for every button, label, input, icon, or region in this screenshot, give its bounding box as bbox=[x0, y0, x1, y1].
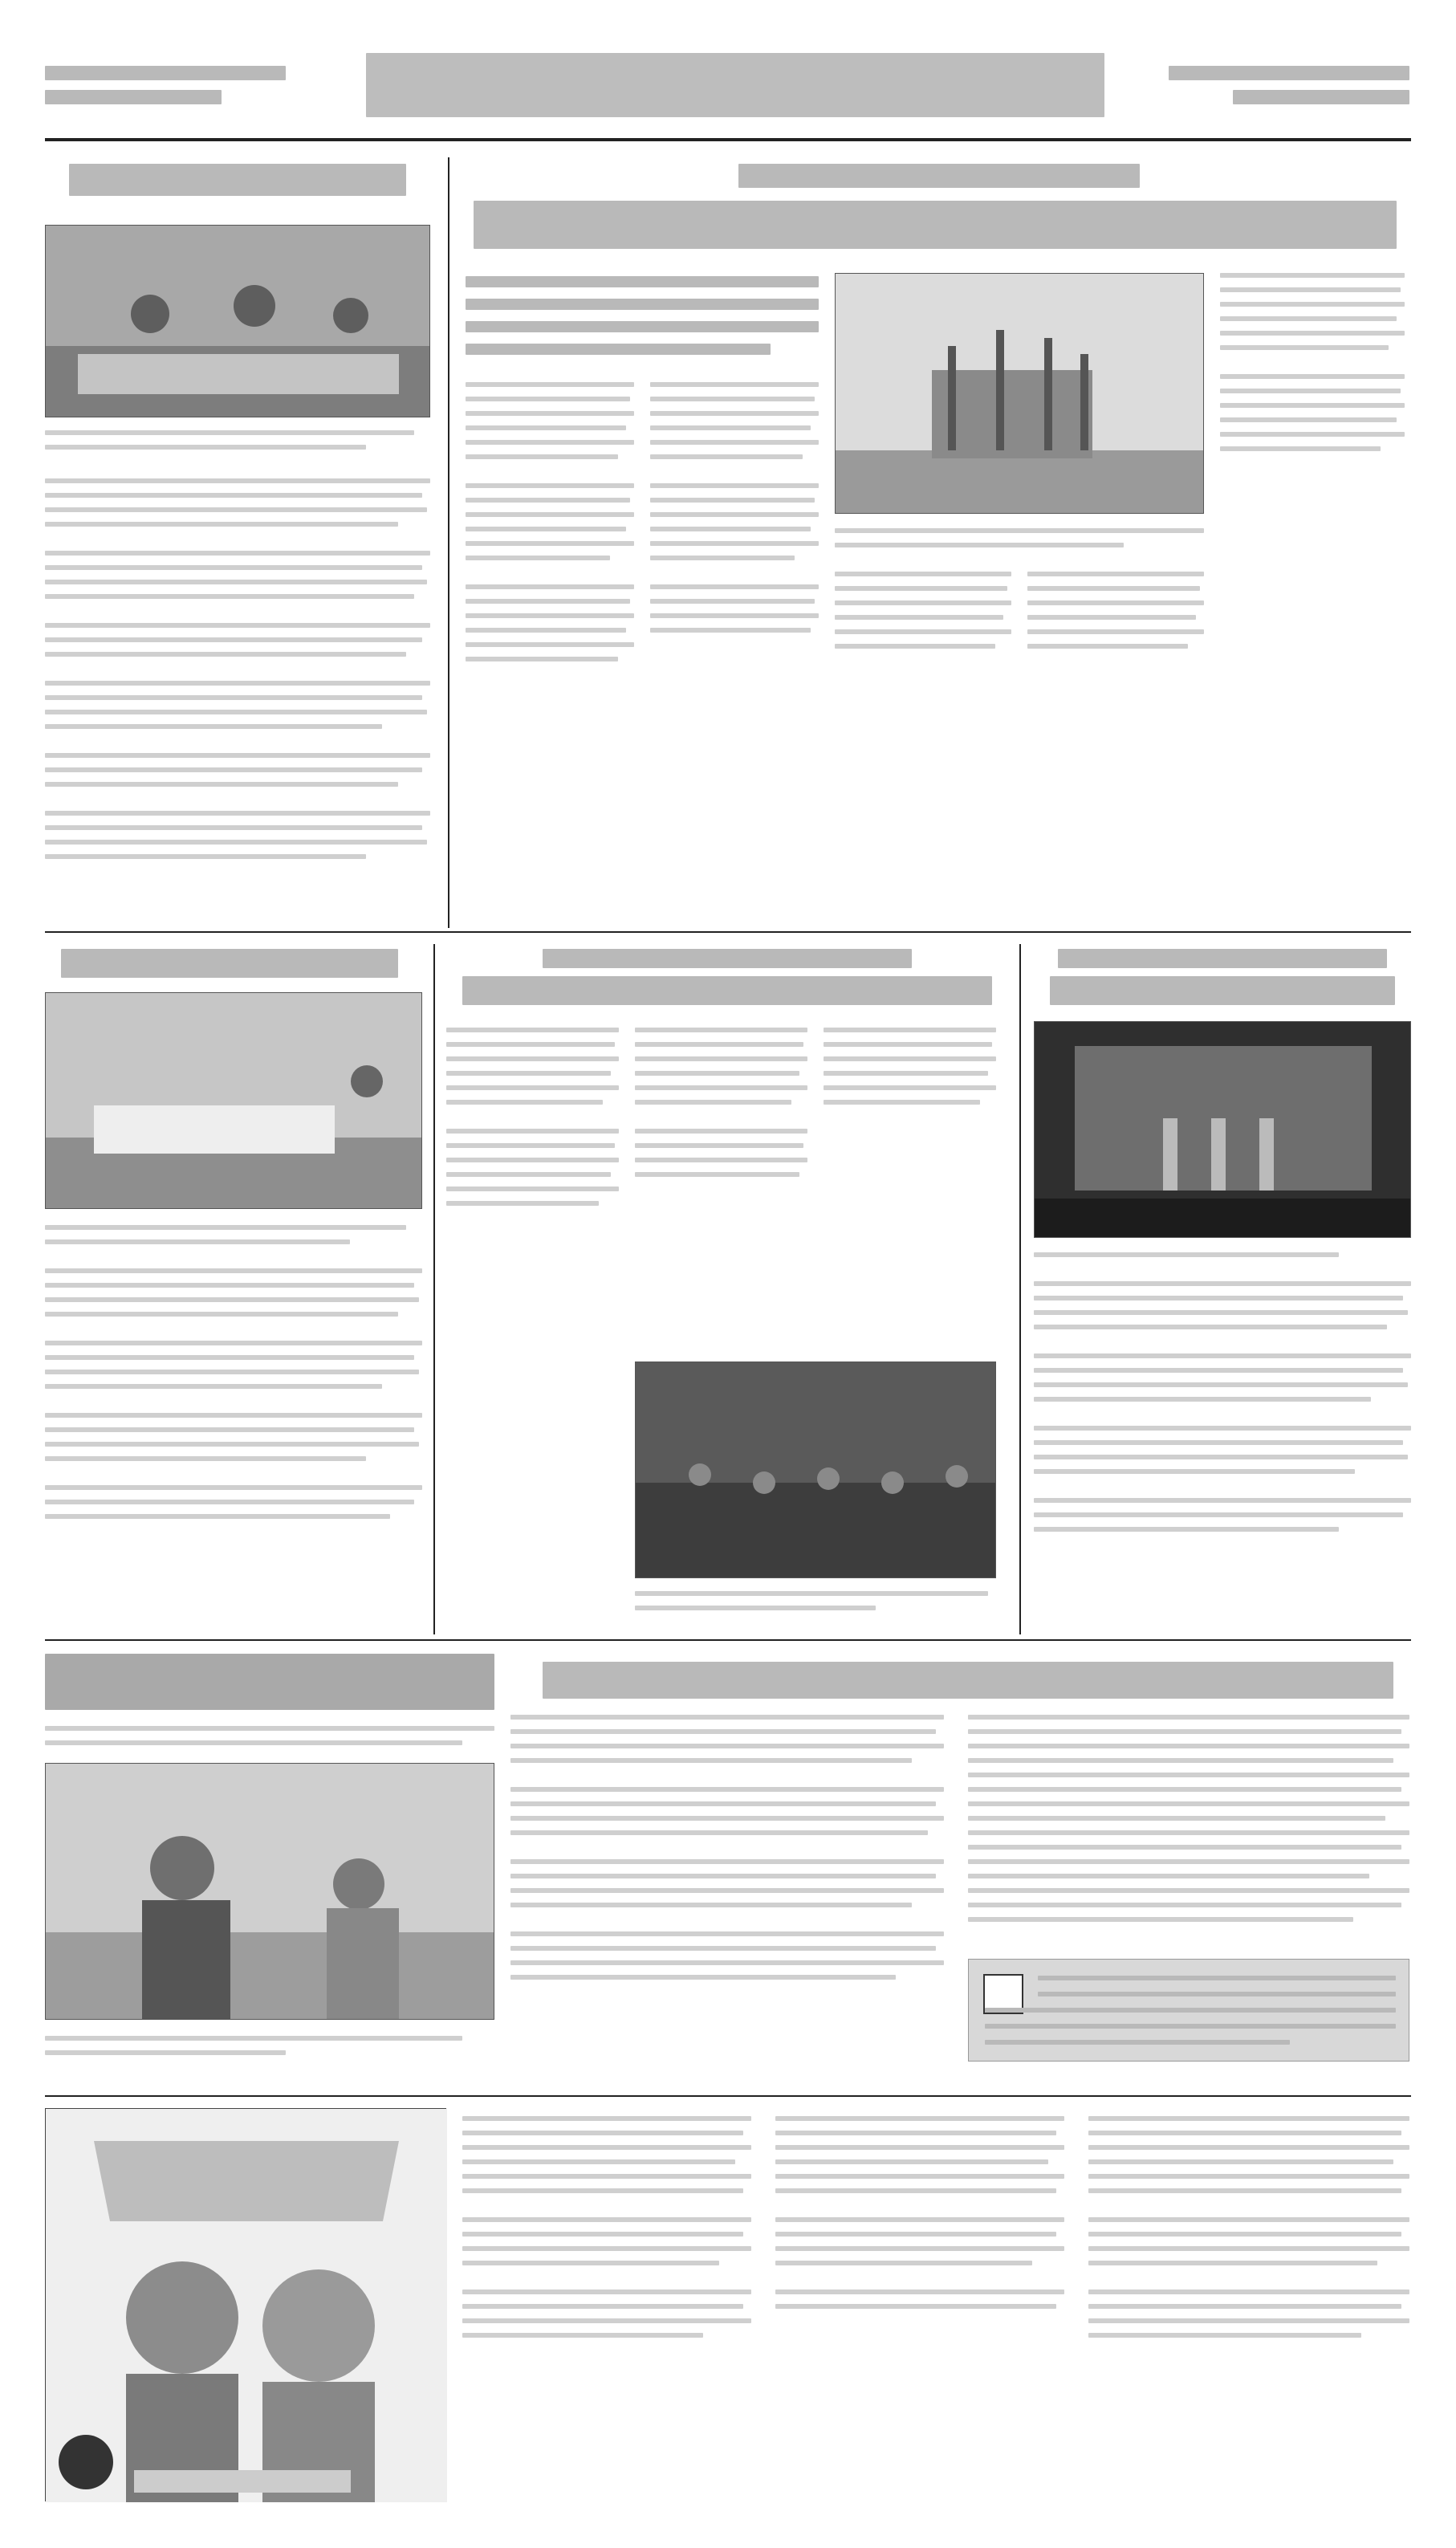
story-bottom-donation-box-text-4 bbox=[985, 2024, 1396, 2029]
serial-col2-body-8 bbox=[775, 2232, 1056, 2237]
story-mid-center-col2-body-7 bbox=[635, 1129, 807, 1134]
story-bottom-col1-body bbox=[510, 1715, 944, 1720]
serial-col2-body-11 bbox=[775, 2290, 1064, 2294]
story-top-main-kicker bbox=[738, 164, 1140, 188]
story-top-main-col2-body-2 bbox=[650, 397, 815, 401]
story-mid-right-body-3 bbox=[1034, 1310, 1408, 1315]
story-mid-right-body-14 bbox=[1034, 1512, 1403, 1517]
story-top-left-body-17 bbox=[45, 767, 422, 772]
story-top-main-col2-body bbox=[650, 382, 819, 387]
story-mid-center-col3-body bbox=[824, 1028, 996, 1032]
story-top-left-caption-2 bbox=[45, 445, 366, 450]
story-bottom-headline bbox=[543, 1662, 1393, 1699]
serial-col1-body-13 bbox=[462, 2318, 751, 2323]
story-mid-left-body-15 bbox=[45, 1514, 390, 1519]
serial-col3-body bbox=[1088, 2116, 1409, 2121]
story-top-main-col2-body-9 bbox=[650, 512, 819, 517]
masthead-left-text-2 bbox=[45, 90, 222, 104]
story-top-left-body-16 bbox=[45, 753, 430, 758]
story-mid-right-body-7 bbox=[1034, 1382, 1408, 1387]
serial-col2-body-2 bbox=[775, 2131, 1056, 2135]
mid-section-rule bbox=[45, 931, 1411, 933]
story-top-main-col1-body-12 bbox=[466, 556, 610, 560]
masthead-right-text bbox=[1169, 66, 1409, 80]
story-bottom-col2-body-4 bbox=[968, 1758, 1393, 1763]
story-bottom-col1-body-8 bbox=[510, 1830, 928, 1835]
story-top-main-lead-3 bbox=[466, 321, 819, 332]
story-mid-right-body bbox=[1034, 1281, 1411, 1286]
story-top-main-col2-body-10 bbox=[650, 527, 811, 531]
story-top-left-body-3 bbox=[45, 507, 427, 512]
story-mid-left-photo bbox=[45, 992, 422, 1209]
story-bottom-col2-body-7 bbox=[968, 1801, 1409, 1806]
story-top-main-col5-body-11 bbox=[1220, 432, 1405, 437]
story-mid-right bbox=[1034, 944, 1411, 1634]
story-top-left-body-2 bbox=[45, 493, 422, 498]
story-top-main-col3-body bbox=[835, 572, 1011, 576]
story-top-left-photo bbox=[45, 225, 430, 417]
story-top-main-col3-body-5 bbox=[835, 629, 1011, 634]
story-top-main-col5-body-4 bbox=[1220, 316, 1397, 321]
story-mid-right-body-9 bbox=[1034, 1426, 1411, 1431]
story-mid-right-kicker bbox=[1058, 949, 1387, 968]
serial-col1-body-14 bbox=[462, 2333, 703, 2338]
masthead-title bbox=[366, 53, 1104, 117]
story-mid-left-body-3 bbox=[45, 1297, 419, 1302]
story-bottom-donation-box-text bbox=[1038, 1976, 1396, 1980]
serial-col2-body-4 bbox=[775, 2159, 1048, 2164]
story-top-main-col5-body-10 bbox=[1220, 417, 1397, 422]
story-top-main-col2-body-13 bbox=[650, 584, 819, 589]
story-top-main-col1-body-11 bbox=[466, 541, 634, 546]
story-mid-center bbox=[446, 944, 1008, 1634]
story-mid-left-body-7 bbox=[45, 1370, 419, 1374]
story-top-main-col2-body-5 bbox=[650, 440, 819, 445]
story-mid-right-body-6 bbox=[1034, 1368, 1403, 1373]
story-bottom-donation-box-text-5 bbox=[985, 2040, 1290, 2045]
story-mid-center-col3-body-6 bbox=[824, 1100, 980, 1105]
story-bottom-photo bbox=[45, 1763, 494, 2020]
story-bottom-col1-body-3 bbox=[510, 1744, 944, 1748]
masthead-right-text-2 bbox=[1233, 90, 1409, 104]
story-mid-right-caption bbox=[1034, 1252, 1339, 1257]
story-mid-left-photo-art bbox=[46, 993, 422, 1209]
story-mid-left-body-14 bbox=[45, 1500, 414, 1504]
story-top-main-col5-body-3 bbox=[1220, 302, 1405, 307]
story-top-left-body-6 bbox=[45, 565, 422, 570]
story-top-main-col2-body-7 bbox=[650, 483, 819, 488]
serial-col3-body-8 bbox=[1088, 2232, 1401, 2237]
story-top-left-body-19 bbox=[45, 811, 430, 816]
serial-col3-body-3 bbox=[1088, 2145, 1409, 2150]
story-top-main-col1-body-16 bbox=[466, 628, 626, 633]
serial-col3-body-14 bbox=[1088, 2333, 1361, 2338]
story-top-main-col2-body-14 bbox=[650, 599, 815, 604]
story-mid-center-col1-body-9 bbox=[446, 1158, 619, 1162]
story-mid-left-body-5 bbox=[45, 1341, 422, 1345]
serial-illustration bbox=[45, 2108, 446, 2501]
story-mid-center-col2-body-6 bbox=[635, 1100, 791, 1105]
story-mid-center-col1-body-4 bbox=[446, 1071, 611, 1076]
story-mid-center-col3-body-2 bbox=[824, 1042, 992, 1047]
story-mid-center-headline bbox=[462, 976, 992, 1005]
story-mid-center-photo-art bbox=[636, 1362, 996, 1578]
story-top-left-headline bbox=[69, 164, 406, 196]
story-mid-left-body bbox=[45, 1268, 422, 1273]
story-bottom-photo-art bbox=[46, 1764, 494, 2020]
serial-section-rule bbox=[45, 2095, 1411, 2097]
story-top-main-col5-body-9 bbox=[1220, 403, 1405, 408]
story-mid-center-col2-body-2 bbox=[635, 1042, 803, 1047]
masthead bbox=[45, 39, 1411, 135]
story-bottom bbox=[45, 1654, 1411, 2087]
story-top-left-body-9 bbox=[45, 623, 430, 628]
story-mid-right-body-11 bbox=[1034, 1455, 1408, 1459]
story-top-left-body-22 bbox=[45, 854, 366, 859]
serial-col2-body-12 bbox=[775, 2304, 1056, 2309]
story-top-main-col1-body-10 bbox=[466, 527, 626, 531]
story-mid-right-headline bbox=[1050, 976, 1395, 1005]
story-mid-center-col1-body-3 bbox=[446, 1056, 619, 1061]
masthead-rule bbox=[45, 138, 1411, 141]
story-mid-right-body-15 bbox=[1034, 1527, 1339, 1532]
story-top-main-col4-body-3 bbox=[1027, 600, 1204, 605]
story-bottom-donation-box-text-2 bbox=[1038, 1992, 1396, 1996]
story-top-main-headline bbox=[474, 201, 1397, 249]
serial-col3-body-11 bbox=[1088, 2290, 1409, 2294]
story-bottom-col2-body bbox=[968, 1715, 1409, 1720]
story-top-main-col1-body-3 bbox=[466, 411, 634, 416]
serial-col1-body-7 bbox=[462, 2217, 751, 2222]
story-bottom-col2-body-9 bbox=[968, 1830, 1409, 1835]
story-top-main-col4-body bbox=[1027, 572, 1204, 576]
story-top-main-col2-body-16 bbox=[650, 628, 811, 633]
story-mid-left-body-6 bbox=[45, 1355, 414, 1360]
story-top-left-body-11 bbox=[45, 652, 406, 657]
story-mid-center-col1-body-12 bbox=[446, 1201, 599, 1206]
serial-col3-body-9 bbox=[1088, 2246, 1409, 2251]
story-bottom-donation-box bbox=[968, 1959, 1409, 2062]
story-bottom-col1-body-11 bbox=[510, 1888, 944, 1893]
story-bottom-col1-body-16 bbox=[510, 1975, 896, 1980]
story-bottom-col2-body-10 bbox=[968, 1845, 1401, 1850]
story-top-left-body-14 bbox=[45, 710, 427, 714]
serial-col2-body-7 bbox=[775, 2217, 1064, 2222]
story-top-main-col2-body-8 bbox=[650, 498, 815, 503]
story-top-main-col1-body-9 bbox=[466, 512, 634, 517]
story-bottom-col1-body-6 bbox=[510, 1801, 936, 1806]
story-top-left-caption bbox=[45, 430, 414, 435]
serial-col3-body-10 bbox=[1088, 2261, 1377, 2265]
story-top-main-col1-body-2 bbox=[466, 397, 630, 401]
story-top-main-col1-body-6 bbox=[466, 454, 618, 459]
story-bottom-col1-body-5 bbox=[510, 1787, 944, 1792]
masthead-left-text bbox=[45, 66, 286, 80]
serial-col2-body-3 bbox=[775, 2145, 1064, 2150]
story-bottom-col1-body-7 bbox=[510, 1816, 944, 1821]
story-top-left-body-10 bbox=[45, 637, 422, 642]
story-top-main-col4-body-6 bbox=[1027, 644, 1188, 649]
serial-col3-body-13 bbox=[1088, 2318, 1409, 2323]
serial-col1-body-3 bbox=[462, 2145, 751, 2150]
serial-col1-body-12 bbox=[462, 2304, 743, 2309]
story-top-main-caption-2 bbox=[835, 543, 1124, 547]
story-bottom-col2-body-8 bbox=[968, 1816, 1385, 1821]
story-mid-center-col3-body-5 bbox=[824, 1085, 996, 1090]
story-top-left-body-15 bbox=[45, 724, 382, 729]
story-mid-center-kicker bbox=[543, 949, 912, 968]
story-top-left-body-4 bbox=[45, 522, 398, 527]
story-mid-right-body-5 bbox=[1034, 1353, 1411, 1358]
serial-col3-body-7 bbox=[1088, 2217, 1409, 2222]
story-bottom-col1-body-9 bbox=[510, 1859, 944, 1864]
story-mid-left-body-13 bbox=[45, 1485, 422, 1490]
story-bottom-donation-box-text-3 bbox=[985, 2008, 1396, 2013]
story-top-left-photo-art bbox=[46, 226, 430, 417]
story-bottom-col1-body-12 bbox=[510, 1903, 912, 1907]
serial-col3-body-2 bbox=[1088, 2131, 1401, 2135]
story-top-main-photo bbox=[835, 273, 1204, 514]
story-mid-center-col2-body bbox=[635, 1028, 807, 1032]
story-top-main-lead bbox=[466, 276, 819, 287]
serial-col1-body-10 bbox=[462, 2261, 719, 2265]
story-top-left bbox=[45, 157, 430, 928]
story-bottom-col2-body-5 bbox=[968, 1773, 1409, 1777]
story-bottom-caption-2 bbox=[45, 2050, 286, 2055]
story-top-main-col4-body-5 bbox=[1027, 629, 1204, 634]
story-mid-right-body-4 bbox=[1034, 1325, 1387, 1329]
story-top-main-col5-body-7 bbox=[1220, 374, 1405, 379]
story-mid-center-col2-body-10 bbox=[635, 1172, 799, 1177]
serial-col1-body-5 bbox=[462, 2174, 751, 2179]
story-top-main-lead-2 bbox=[466, 299, 819, 310]
story-top-main-col5-body-5 bbox=[1220, 331, 1405, 336]
mid-column-rule-left bbox=[433, 944, 435, 1634]
story-bottom-section-title bbox=[45, 1654, 494, 1710]
story-top-main-col1-body-17 bbox=[466, 642, 634, 647]
story-mid-right-body-8 bbox=[1034, 1397, 1371, 1402]
story-mid-left-body-11 bbox=[45, 1442, 419, 1447]
story-mid-left-body-9 bbox=[45, 1413, 422, 1418]
serial-col1-body-11 bbox=[462, 2290, 751, 2294]
story-top-main-col2-body-4 bbox=[650, 425, 811, 430]
story-mid-left bbox=[45, 944, 422, 1634]
story-bottom-col1-body-13 bbox=[510, 1931, 944, 1936]
serial-illustration-art bbox=[46, 2109, 447, 2502]
serial-col3-body-6 bbox=[1088, 2188, 1401, 2193]
story-top-main-col1-body-4 bbox=[466, 425, 626, 430]
story-top-main-col5-body-2 bbox=[1220, 287, 1401, 292]
serial-col2-body-9 bbox=[775, 2246, 1064, 2251]
story-mid-right-photo bbox=[1034, 1021, 1411, 1238]
story-top-main-col5-body-12 bbox=[1220, 446, 1381, 451]
story-bottom-col2-body-13 bbox=[968, 1888, 1409, 1893]
story-bottom-col1-body-15 bbox=[510, 1960, 944, 1965]
story-top-main-col1-body-8 bbox=[466, 498, 630, 503]
story-mid-center-col1-body-6 bbox=[446, 1100, 603, 1105]
story-mid-center-photo bbox=[635, 1362, 996, 1578]
story-top-left-body-20 bbox=[45, 825, 422, 830]
story-mid-center-col1-body-5 bbox=[446, 1085, 619, 1090]
story-top-main-col5-body-8 bbox=[1220, 389, 1401, 393]
serial-col1-body-8 bbox=[462, 2232, 743, 2237]
story-mid-center-col1-body-2 bbox=[446, 1042, 615, 1047]
story-top-left-body-21 bbox=[45, 840, 427, 845]
story-top-main-col2-body-3 bbox=[650, 411, 819, 416]
story-mid-center-col2-body-9 bbox=[635, 1158, 807, 1162]
serial-col1-body-6 bbox=[462, 2188, 743, 2193]
story-top-main-caption bbox=[835, 528, 1204, 533]
story-mid-center-col1-body-10 bbox=[446, 1172, 611, 1177]
story-bottom-col1-body-14 bbox=[510, 1946, 936, 1951]
story-bottom-col1-body-4 bbox=[510, 1758, 912, 1763]
story-top-main-col5-body bbox=[1220, 273, 1405, 278]
story-mid-left-body-8 bbox=[45, 1384, 382, 1389]
story-top-main-col1-body-18 bbox=[466, 657, 618, 661]
story-top-main-col1-body bbox=[466, 382, 634, 387]
serial-col3-body-5 bbox=[1088, 2174, 1409, 2179]
story-top-left-body-18 bbox=[45, 782, 398, 787]
story-top-main-photo-art bbox=[836, 274, 1204, 514]
story-top-main-col2-body-15 bbox=[650, 613, 819, 618]
story-bottom-caption bbox=[45, 2036, 462, 2041]
story-top-main-lead-4 bbox=[466, 344, 771, 355]
story-top-main-col1-body-13 bbox=[466, 584, 634, 589]
story-top-left-body bbox=[45, 478, 430, 483]
story-mid-right-body-13 bbox=[1034, 1498, 1411, 1503]
story-top-main-col1-body-14 bbox=[466, 599, 630, 604]
serial bbox=[45, 2108, 1411, 2509]
story-bottom-col1-body-2 bbox=[510, 1729, 936, 1734]
story-top-main-col3-body-2 bbox=[835, 586, 1007, 591]
story-top-left-body-7 bbox=[45, 580, 427, 584]
story-mid-center-col1-body-7 bbox=[446, 1129, 619, 1134]
story-top-main-col4-body-4 bbox=[1027, 615, 1196, 620]
story-top-main-col3-body-6 bbox=[835, 644, 995, 649]
story-mid-left-body-4 bbox=[45, 1312, 398, 1317]
serial-col1-body-4 bbox=[462, 2159, 735, 2164]
story-mid-left-caption bbox=[45, 1225, 406, 1230]
story-mid-center-col3-body-4 bbox=[824, 1071, 988, 1076]
story-mid-center-caption bbox=[635, 1591, 988, 1596]
story-top-main-col2-body-12 bbox=[650, 556, 795, 560]
story-bottom-lead bbox=[45, 1726, 494, 1731]
story-mid-right-body-12 bbox=[1034, 1469, 1355, 1474]
story-top-main-col5-body-6 bbox=[1220, 345, 1389, 350]
mid-column-rule-right bbox=[1019, 944, 1021, 1634]
story-mid-left-caption-2 bbox=[45, 1239, 350, 1244]
story-mid-left-body-10 bbox=[45, 1427, 414, 1432]
story-mid-center-col2-body-5 bbox=[635, 1085, 807, 1090]
serial-col1-body-2 bbox=[462, 2131, 743, 2135]
story-top-main-col2-body-6 bbox=[650, 454, 803, 459]
story-mid-center-col1-body bbox=[446, 1028, 619, 1032]
bottom-section-rule bbox=[45, 1639, 1411, 1641]
story-bottom-col2-body-14 bbox=[968, 1903, 1401, 1907]
story-mid-center-col2-body-3 bbox=[635, 1056, 807, 1061]
story-mid-left-headline bbox=[61, 949, 398, 978]
story-top-main-col1-body-15 bbox=[466, 613, 634, 618]
serial-col2-body-5 bbox=[775, 2174, 1064, 2179]
story-bottom-col2-body-12 bbox=[968, 1874, 1369, 1878]
story-top-main bbox=[466, 157, 1411, 928]
top-column-rule bbox=[448, 157, 449, 928]
serial-col1-body bbox=[462, 2116, 751, 2121]
story-top-left-body-13 bbox=[45, 695, 422, 700]
serial-col3-body-12 bbox=[1088, 2304, 1401, 2309]
serial-col3-body-4 bbox=[1088, 2159, 1393, 2164]
story-bottom-col1-body-10 bbox=[510, 1874, 936, 1878]
story-mid-center-col2-body-8 bbox=[635, 1143, 803, 1148]
story-mid-center-col1-body-8 bbox=[446, 1143, 615, 1148]
story-mid-right-photo-art bbox=[1035, 1022, 1411, 1238]
story-top-main-col3-body-3 bbox=[835, 600, 1011, 605]
story-bottom-col2-body-6 bbox=[968, 1787, 1401, 1792]
serial-col1-body-9 bbox=[462, 2246, 751, 2251]
story-mid-right-body-2 bbox=[1034, 1296, 1403, 1300]
story-bottom-col2-body-11 bbox=[968, 1859, 1409, 1864]
serial-col2-body-6 bbox=[775, 2188, 1056, 2193]
story-bottom-col2-body-15 bbox=[968, 1917, 1353, 1922]
serial-col2-body bbox=[775, 2116, 1064, 2121]
story-mid-left-body-12 bbox=[45, 1456, 366, 1461]
story-bottom-lead-2 bbox=[45, 1740, 462, 1745]
story-bottom-col2-body-3 bbox=[968, 1744, 1409, 1748]
story-top-left-body-12 bbox=[45, 681, 430, 686]
story-mid-right-body-10 bbox=[1034, 1440, 1403, 1445]
story-top-left-body-8 bbox=[45, 594, 414, 599]
story-mid-center-col3-body-3 bbox=[824, 1056, 996, 1061]
story-top-left-body-5 bbox=[45, 551, 430, 556]
story-mid-left-body-2 bbox=[45, 1283, 414, 1288]
story-mid-center-caption-2 bbox=[635, 1606, 876, 1610]
story-bottom-col2-body-2 bbox=[968, 1729, 1401, 1734]
story-mid-center-col2-body-4 bbox=[635, 1071, 799, 1076]
story-top-main-col1-body-5 bbox=[466, 440, 634, 445]
serial-col2-body-10 bbox=[775, 2261, 1032, 2265]
story-top-main-col3-body-4 bbox=[835, 615, 1003, 620]
story-mid-center-col1-body-11 bbox=[446, 1186, 619, 1191]
story-top-main-col1-body-7 bbox=[466, 483, 634, 488]
story-top-main-col4-body-2 bbox=[1027, 586, 1200, 591]
story-top-main-col2-body-11 bbox=[650, 541, 819, 546]
